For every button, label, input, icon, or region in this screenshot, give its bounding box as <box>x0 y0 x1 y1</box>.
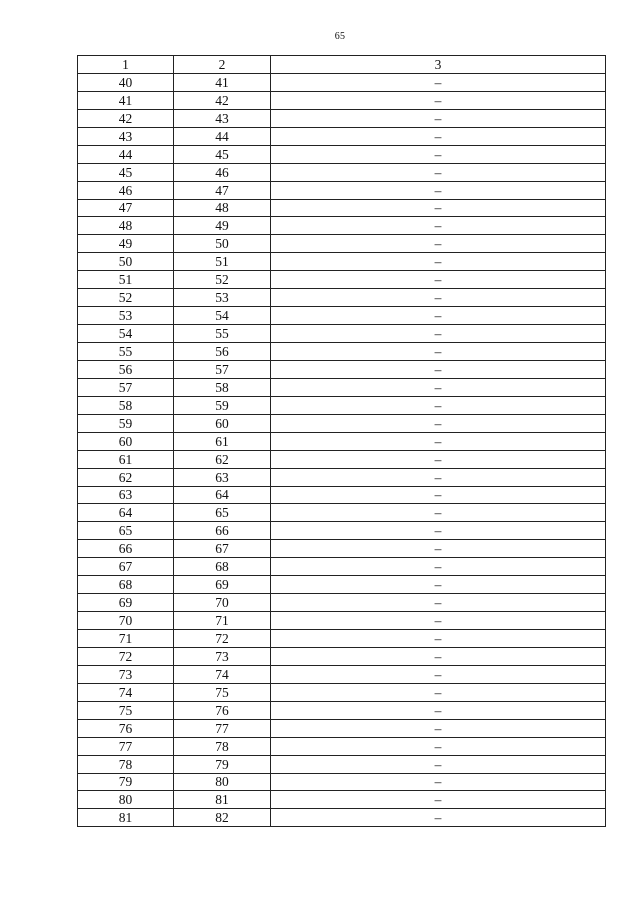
table-cell-col-2: 51 <box>174 253 271 271</box>
table-cell-col-3: – <box>271 73 606 91</box>
table-row <box>78 73 606 91</box>
table-row <box>78 271 606 289</box>
table-cell-col-3: – <box>271 253 606 271</box>
table-cell-col-3: – <box>271 773 606 791</box>
table-cell-col-1: 48 <box>78 217 174 235</box>
table-row <box>78 217 606 235</box>
table-cell-col-2: 61 <box>174 432 271 450</box>
table-cell-col-3: – <box>271 737 606 755</box>
table-cell-col-2: 55 <box>174 325 271 343</box>
column-header-1: 1 <box>78 56 174 74</box>
table-cell-col-2: 41 <box>174 73 271 91</box>
table-cell-col-2: 49 <box>174 217 271 235</box>
table-cell-col-2: 81 <box>174 791 271 809</box>
table-cell-col-2: 79 <box>174 755 271 773</box>
table-cell-col-2: 60 <box>174 414 271 432</box>
table-cell-col-2: 76 <box>174 701 271 719</box>
column-header-3: 3 <box>271 56 606 74</box>
table-cell-col-3: – <box>271 450 606 468</box>
table-body <box>78 56 606 827</box>
table-row <box>78 683 606 701</box>
table-row <box>78 486 606 504</box>
table-row <box>78 468 606 486</box>
table-row <box>78 199 606 217</box>
table-cell-col-1: 52 <box>78 289 174 307</box>
table-cell-col-1: 47 <box>78 199 174 217</box>
table-cell-col-1: 75 <box>78 701 174 719</box>
table-cell-col-1: 62 <box>78 468 174 486</box>
table-cell-col-1: 60 <box>78 432 174 450</box>
table-row <box>78 719 606 737</box>
table-cell-col-3: – <box>271 432 606 450</box>
table-header-row <box>78 56 606 74</box>
table-row <box>78 558 606 576</box>
table-row <box>78 701 606 719</box>
table-cell-col-3: – <box>271 414 606 432</box>
table-cell-col-1: 46 <box>78 181 174 199</box>
table-cell-col-3: – <box>271 271 606 289</box>
table-cell-col-3: – <box>271 486 606 504</box>
table-cell-col-1: 63 <box>78 486 174 504</box>
table-row <box>78 109 606 127</box>
table-cell-col-3: – <box>271 181 606 199</box>
table-cell-col-3: – <box>271 701 606 719</box>
table-row <box>78 127 606 145</box>
table-cell-col-1: 79 <box>78 773 174 791</box>
table-cell-col-2: 77 <box>174 719 271 737</box>
table-cell-col-3: – <box>271 145 606 163</box>
table-cell-col-2: 66 <box>174 522 271 540</box>
table-cell-col-2: 44 <box>174 127 271 145</box>
table-cell-col-1: 73 <box>78 665 174 683</box>
table-row <box>78 450 606 468</box>
table-row <box>78 414 606 432</box>
table-cell-col-3: – <box>271 594 606 612</box>
table-cell-col-3: – <box>271 396 606 414</box>
table-cell-col-1: 43 <box>78 127 174 145</box>
table-row <box>78 665 606 683</box>
table-cell-col-3: – <box>271 558 606 576</box>
table-cell-col-2: 72 <box>174 630 271 648</box>
table-cell-col-3: – <box>271 360 606 378</box>
table-cell-col-1: 70 <box>78 612 174 630</box>
table-cell-col-2: 67 <box>174 540 271 558</box>
table-cell-col-1: 66 <box>78 540 174 558</box>
table-cell-col-3: – <box>271 647 606 665</box>
table-cell-col-1: 59 <box>78 414 174 432</box>
column-header-2: 2 <box>174 56 271 74</box>
table-row <box>78 307 606 325</box>
table-row <box>78 630 606 648</box>
table-row <box>78 91 606 109</box>
table-cell-col-2: 70 <box>174 594 271 612</box>
table-cell-col-1: 74 <box>78 683 174 701</box>
table-cell-col-3: – <box>271 289 606 307</box>
table-cell-col-2: 58 <box>174 378 271 396</box>
table-cell-col-1: 80 <box>78 791 174 809</box>
table-row <box>78 343 606 361</box>
table-row <box>78 576 606 594</box>
table-row <box>78 360 606 378</box>
table-cell-col-3: – <box>271 163 606 181</box>
table-cell-col-3: – <box>271 522 606 540</box>
table-cell-col-2: 53 <box>174 289 271 307</box>
table-cell-col-2: 52 <box>174 271 271 289</box>
table-cell-col-2: 80 <box>174 773 271 791</box>
table-cell-col-2: 48 <box>174 199 271 217</box>
table-row <box>78 253 606 271</box>
table-cell-col-3: – <box>271 612 606 630</box>
table-row <box>78 773 606 791</box>
table-cell-col-1: 64 <box>78 504 174 522</box>
table-cell-col-3: – <box>271 127 606 145</box>
table-cell-col-3: – <box>271 468 606 486</box>
table-cell-col-3: – <box>271 91 606 109</box>
table-cell-col-3: – <box>271 540 606 558</box>
table-cell-col-2: 71 <box>174 612 271 630</box>
table-cell-col-2: 64 <box>174 486 271 504</box>
table-cell-col-2: 56 <box>174 343 271 361</box>
table-cell-col-3: – <box>271 683 606 701</box>
table-cell-col-2: 65 <box>174 504 271 522</box>
table-cell-col-2: 78 <box>174 737 271 755</box>
table-row <box>78 647 606 665</box>
table-cell-col-3: – <box>271 199 606 217</box>
table-cell-col-2: 68 <box>174 558 271 576</box>
table-row <box>78 612 606 630</box>
table-row <box>78 540 606 558</box>
table-cell-col-2: 42 <box>174 91 271 109</box>
table-cell-col-1: 56 <box>78 360 174 378</box>
table-row <box>78 432 606 450</box>
table-row <box>78 594 606 612</box>
table-cell-col-2: 73 <box>174 647 271 665</box>
table-cell-col-3: – <box>271 665 606 683</box>
table-cell-col-1: 61 <box>78 450 174 468</box>
table-cell-col-2: 59 <box>174 396 271 414</box>
table-row <box>78 396 606 414</box>
table-cell-col-3: – <box>271 719 606 737</box>
table-cell-col-3: – <box>271 109 606 127</box>
table-cell-col-3: – <box>271 630 606 648</box>
page-number: 65 <box>334 31 346 42</box>
table-cell-col-2: 43 <box>174 109 271 127</box>
table-cell-col-3: – <box>271 809 606 827</box>
table-row <box>78 289 606 307</box>
table-cell-col-2: 63 <box>174 468 271 486</box>
table-row <box>78 504 606 522</box>
table-row <box>78 235 606 253</box>
table-cell-col-2: 46 <box>174 163 271 181</box>
table-cell-col-1: 50 <box>78 253 174 271</box>
table-cell-col-1: 76 <box>78 719 174 737</box>
table-cell-col-2: 74 <box>174 665 271 683</box>
table-cell-col-3: – <box>271 378 606 396</box>
table-cell-col-3: – <box>271 755 606 773</box>
table-cell-col-2: 54 <box>174 307 271 325</box>
table-cell-col-2: 57 <box>174 360 271 378</box>
table-cell-col-1: 68 <box>78 576 174 594</box>
table-cell-col-2: 50 <box>174 235 271 253</box>
table-cell-col-1: 41 <box>78 91 174 109</box>
table-cell-col-1: 78 <box>78 755 174 773</box>
table-cell-col-3: – <box>271 235 606 253</box>
table-cell-col-1: 55 <box>78 343 174 361</box>
table-cell-col-3: – <box>271 343 606 361</box>
table-cell-col-1: 81 <box>78 809 174 827</box>
table-cell-col-2: 47 <box>174 181 271 199</box>
table-cell-col-3: – <box>271 307 606 325</box>
table-row <box>78 522 606 540</box>
table-row <box>78 181 606 199</box>
table-cell-col-2: 82 <box>174 809 271 827</box>
table-cell-col-3: – <box>271 325 606 343</box>
table-cell-col-3: – <box>271 576 606 594</box>
table-cell-col-1: 58 <box>78 396 174 414</box>
table-cell-col-1: 54 <box>78 325 174 343</box>
table-cell-col-3: – <box>271 217 606 235</box>
table-cell-col-1: 45 <box>78 163 174 181</box>
table-row <box>78 755 606 773</box>
table-row <box>78 791 606 809</box>
table-cell-col-3: – <box>271 791 606 809</box>
table-cell-col-1: 53 <box>78 307 174 325</box>
table-cell-col-2: 75 <box>174 683 271 701</box>
table-cell-col-1: 42 <box>78 109 174 127</box>
table-cell-col-1: 67 <box>78 558 174 576</box>
table-cell-col-2: 45 <box>174 145 271 163</box>
table-row <box>78 809 606 827</box>
table-cell-col-2: 69 <box>174 576 271 594</box>
table-cell-col-1: 49 <box>78 235 174 253</box>
table-row <box>78 378 606 396</box>
table-cell-col-1: 44 <box>78 145 174 163</box>
table-cell-col-1: 51 <box>78 271 174 289</box>
table-row <box>78 145 606 163</box>
table-cell-col-3: – <box>271 504 606 522</box>
table-cell-col-1: 72 <box>78 647 174 665</box>
table-cell-col-1: 69 <box>78 594 174 612</box>
table-cell-col-1: 71 <box>78 630 174 648</box>
table-cell-col-2: 62 <box>174 450 271 468</box>
table-cell-col-1: 57 <box>78 378 174 396</box>
table-row <box>78 163 606 181</box>
data-table <box>77 55 606 827</box>
table-row <box>78 325 606 343</box>
table-row <box>78 737 606 755</box>
table-cell-col-1: 65 <box>78 522 174 540</box>
table-cell-col-1: 40 <box>78 73 174 91</box>
table-cell-col-1: 77 <box>78 737 174 755</box>
